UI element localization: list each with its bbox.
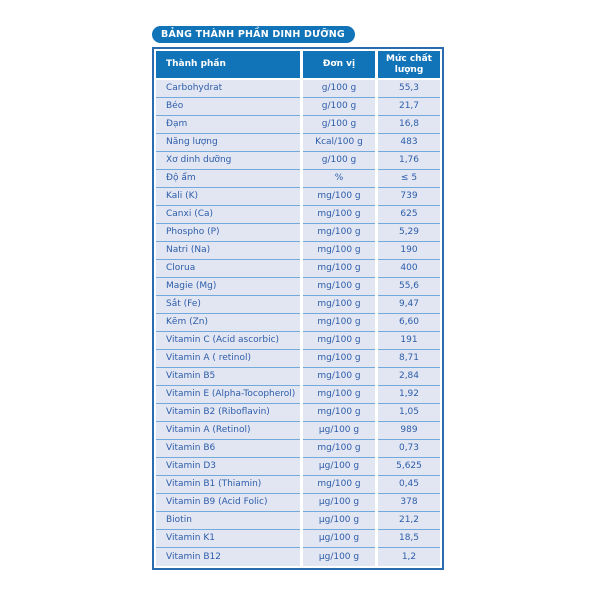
table-body [156,80,440,566]
table-row [156,404,440,422]
table-row [156,314,440,332]
value-cell: 191 [378,332,440,350]
unit-cell: µg/100 g [303,494,375,512]
ingredient-cell: Kali (K) [156,188,300,206]
unit-cell: Kcal/100 g [303,134,375,152]
table-row [156,98,440,116]
table-row [156,116,440,134]
value-cell: 21,2 [378,512,440,530]
value-cell: 989 [378,422,440,440]
value-cell: 1,92 [378,386,440,404]
table-row [156,512,440,530]
table-row [156,368,440,386]
ingredient-cell: Vitamin C (Acid ascorbic) [156,332,300,350]
value-cell: 0,73 [378,440,440,458]
unit-cell: g/100 g [303,152,375,170]
unit-cell: g/100 g [303,98,375,116]
unit-cell: % [303,170,375,188]
ingredient-cell: Canxi (Ca) [156,206,300,224]
unit-cell: g/100 g [303,80,375,98]
unit-cell: µg/100 g [303,422,375,440]
table-row [156,386,440,404]
unit-cell: mg/100 g [303,368,375,386]
unit-cell: mg/100 g [303,206,375,224]
table-row [156,440,440,458]
value-cell: 5,29 [378,224,440,242]
table-row [156,494,440,512]
ingredient-cell: Vitamin B12 [156,548,300,566]
unit-cell: µg/100 g [303,530,375,548]
unit-cell: mg/100 g [303,296,375,314]
nutrition-table [152,47,444,570]
unit-cell: mg/100 g [303,188,375,206]
unit-cell: mg/100 g [303,476,375,494]
unit-cell: mg/100 g [303,332,375,350]
value-cell: ≤ 5 [378,170,440,188]
table-header-row [156,51,440,78]
ingredient-cell: Vitamin B9 (Acid Folic) [156,494,300,512]
table-row [156,422,440,440]
value-cell: 2,84 [378,368,440,386]
value-cell: 18,5 [378,530,440,548]
ingredient-cell: Magie (Mg) [156,278,300,296]
table-row [156,134,440,152]
unit-cell: mg/100 g [303,386,375,404]
ingredient-cell: Vitamin E (Alpha-Tocopherol) [156,386,300,404]
column-header-ingredient: Thành phần [156,51,300,78]
value-cell: 739 [378,188,440,206]
ingredient-cell: Vitamin B1 (Thiamin) [156,476,300,494]
column-header-quality-level: Mức chất lượng [378,51,440,78]
ingredient-cell: Vitamin B6 [156,440,300,458]
table-row [156,350,440,368]
ingredient-cell: Vitamin K1 [156,530,300,548]
ingredient-cell: Carbohydrat [156,80,300,98]
ingredient-cell: Kẽm (Zn) [156,314,300,332]
value-cell: 625 [378,206,440,224]
unit-cell: mg/100 g [303,440,375,458]
unit-cell: mg/100 g [303,278,375,296]
value-cell: 1,05 [378,404,440,422]
value-cell: 190 [378,242,440,260]
value-cell: 400 [378,260,440,278]
value-cell: 21,7 [378,98,440,116]
ingredient-cell: Năng lượng [156,134,300,152]
table-row [156,296,440,314]
value-cell: 378 [378,494,440,512]
value-cell: 55,6 [378,278,440,296]
unit-cell: mg/100 g [303,350,375,368]
ingredient-cell: Xơ dinh dưỡng [156,152,300,170]
table-row [156,188,440,206]
value-cell: 6,60 [378,314,440,332]
table-row [156,278,440,296]
value-cell: 16,8 [378,116,440,134]
table-row [156,458,440,476]
ingredient-cell: Vitamin A ( retinol) [156,350,300,368]
ingredient-cell: Đạm [156,116,300,134]
unit-cell: mg/100 g [303,242,375,260]
value-cell: 0,45 [378,476,440,494]
unit-cell: g/100 g [303,116,375,134]
table-row [156,530,440,548]
ingredient-cell: Vitamin B2 (Riboflavin) [156,404,300,422]
ingredient-cell: Biotin [156,512,300,530]
ingredient-cell: Vitamin A (Retinol) [156,422,300,440]
unit-cell: µg/100 g [303,512,375,530]
ingredient-cell: Natri (Na) [156,242,300,260]
value-cell: 5,625 [378,458,440,476]
ingredient-cell: Sắt (Fe) [156,296,300,314]
table-row [156,170,440,188]
ingredient-cell: Clorua [156,260,300,278]
table-title-pill: BẢNG THÀNH PHẦN DINH DƯỠNG [152,26,355,43]
unit-cell: mg/100 g [303,404,375,422]
unit-cell: mg/100 g [303,260,375,278]
table-row [156,152,440,170]
value-cell: 8,71 [378,350,440,368]
table-row [156,242,440,260]
unit-cell: µg/100 g [303,458,375,476]
unit-cell: µg/100 g [303,548,375,566]
table-row [156,206,440,224]
table-row [156,476,440,494]
column-header-unit: Đơn vị [303,51,375,78]
ingredient-cell: Phospho (P) [156,224,300,242]
unit-cell: mg/100 g [303,224,375,242]
ingredient-cell: Độ ẩm [156,170,300,188]
unit-cell: mg/100 g [303,314,375,332]
ingredient-cell: Vitamin D3 [156,458,300,476]
table-row [156,332,440,350]
value-cell: 9,47 [378,296,440,314]
table-row [156,548,440,566]
value-cell: 55,3 [378,80,440,98]
table-row [156,260,440,278]
ingredient-cell: Béo [156,98,300,116]
table-row [156,80,440,98]
table-row [156,224,440,242]
ingredient-cell: Vitamin B5 [156,368,300,386]
value-cell: 1,76 [378,152,440,170]
value-cell: 1,2 [378,548,440,566]
value-cell: 483 [378,134,440,152]
